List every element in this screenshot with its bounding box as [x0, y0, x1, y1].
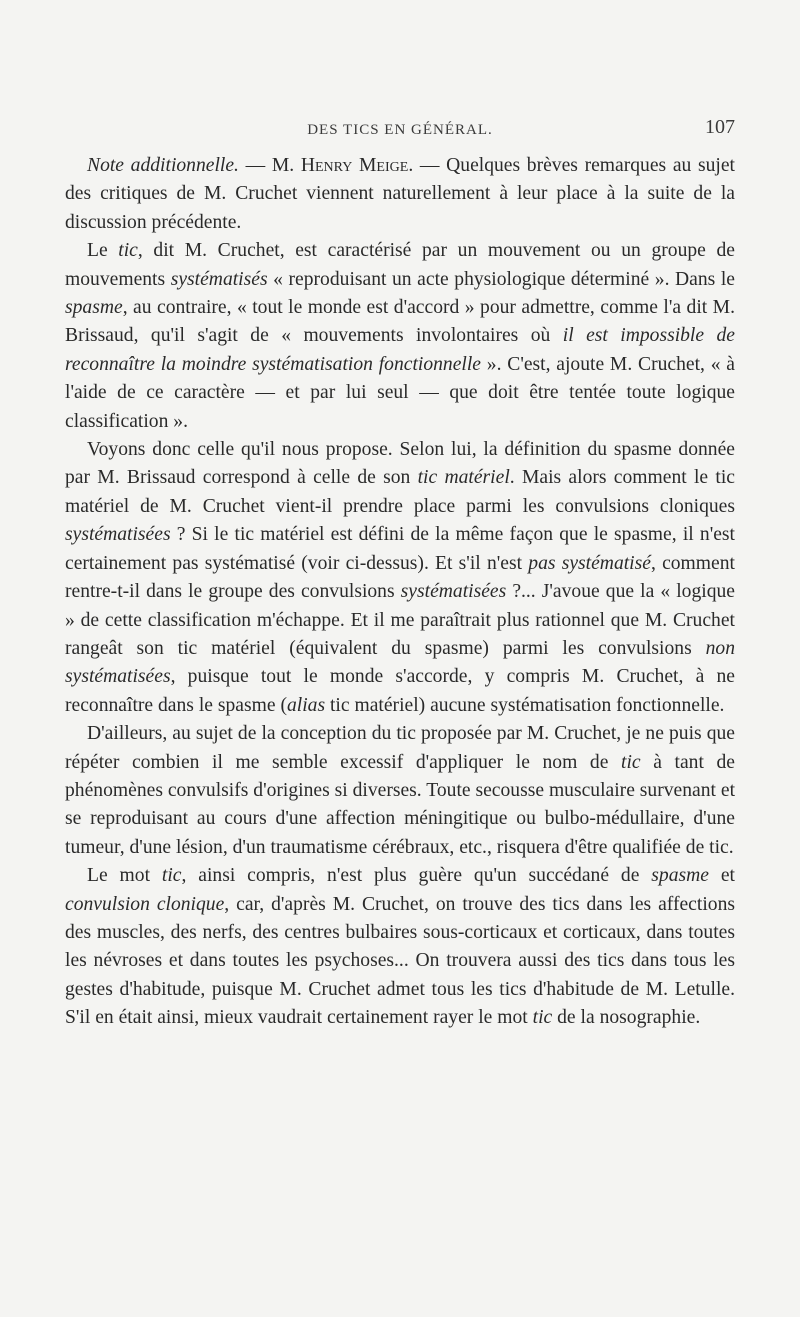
author-name: Henry Meige [300, 155, 409, 176]
paragraph [65, 720, 735, 862]
text-run: de la nosographie. [552, 1007, 701, 1029]
italic-text: systématisés [170, 268, 268, 290]
italic-text: tic [532, 1007, 553, 1029]
text-run: et [708, 865, 735, 887]
running-head-title: DES TICS EN GÉNÉRAL. [307, 122, 493, 138]
italic-text: tic [118, 240, 138, 262]
italic-text: pas systématisé [528, 552, 651, 574]
paragraph [65, 237, 735, 436]
text-run: Le [87, 240, 119, 262]
text-run: tic matériel) aucune systématisation fonctionnelle. [325, 694, 725, 716]
italic-text: systématisées [400, 581, 507, 603]
text-run: ». C'est, ajoute M. Cruchet, « à l'aide de ce caractère — et par lui seul — que doit être tentée toute logique classification ». [65, 353, 735, 432]
italic-text: alias [286, 694, 326, 716]
text-run: , car, d'après M. Cruchet, on trouve des tics dans les affections des muscles, des nerfs, des centres bulbaires sous-corticaux et corticaux, dans toutes les névroses et dans toutes les psychoses... On trouvera aussi des tics dans tous les gestes d'habitude, puisque M. Cruchet admet tous les tics d'habitude de M. Letulle. S'il en était ainsi, mieux vaudrait certainement rayer le mot [65, 893, 735, 1029]
text-run: ? Si le tic matériel est défini de la même façon que le spasme, il n'est certainement pas systématisé (voir ci-dessus). Et s'il n'est [65, 524, 735, 574]
text-run: . — Quelques brèves remarques au sujet des critiques de M. Cruchet viennent naturellement à leur place à la suite de la discussion précédente. [65, 155, 735, 233]
text-run: , dit M. Cruchet, est caractérisé par un mouvement ou un groupe de mouvements [65, 240, 735, 290]
italic-text: Note additionnelle. [87, 155, 239, 176]
paragraph [65, 152, 735, 237]
text-run: , au contraire, « tout le monde est d'accord » pour admettre, comme l'a dit M. Brissaud, qu'il s'agit de « mouvements involontaires où [65, 297, 735, 347]
text-run: Le mot [87, 865, 162, 887]
text-run: Voyons donc celle qu'il nous propose. Selon lui, la définition du spasme donnée par M. Brissaud correspond à celle de son [65, 439, 735, 489]
italic-text: systématisées [65, 524, 171, 546]
italic-text: il est impossible de reconnaître la moindre systématisation fonctionnelle [65, 325, 735, 375]
italic-text: non systématisées [65, 637, 735, 688]
text-run: , puisque tout le monde s'accorde, y compris M. Cruchet, à ne reconnaître dans le spasme ( [65, 666, 735, 716]
text-run: , comment rentre-t-il dans le groupe des convulsions [65, 552, 735, 603]
text-run: « reproduisant un acte physiologique déterminé ». Dans le [267, 268, 736, 290]
text-run: à tant de phénomènes convulsifs d'origines si diverses. Toute secousse musculaire survenant et se reproduisant au cours d'une affection méningitique ou bulbo-médullaire, d'une tumeur, d'une lésion, d'un traumatisme cérébraux, etc., risquera d'être qualifiée de tic. [65, 751, 736, 858]
paragraph [65, 862, 735, 1032]
text-run: . Mais alors comment le tic matériel de M. Cruchet vient-il prendre place parmi les convulsions cloniques [65, 467, 735, 517]
italic-text: tic [161, 865, 182, 887]
italic-text: convulsion clonique [65, 893, 225, 915]
text-run: ?... J'avoue que la « logique » de cette classification m'échappe. Et il me paraîtrait plus rationnel que M. Cruchet rangeât son tic matériel (équivalent du spasme) parmi les convulsions [65, 581, 735, 659]
running-head [65, 112, 735, 152]
italic-text: spasme [65, 297, 123, 319]
italic-text: tic [621, 751, 641, 773]
text-run: — M. [238, 155, 301, 176]
text-run: D'ailleurs, au sujet de la conception du tic proposée par M. Cruchet, je ne puis que répéter combien il me semble excessif d'appliquer le nom de [65, 723, 735, 773]
italic-text: tic matériel [417, 467, 510, 489]
book-page [65, 112, 735, 1033]
body-text [65, 152, 735, 1033]
paragraph [65, 436, 735, 720]
page-number: 107 [705, 116, 735, 138]
text-run: , ainsi compris, n'est plus guère qu'un succédané de [181, 865, 652, 887]
italic-text: spasme [651, 865, 709, 887]
